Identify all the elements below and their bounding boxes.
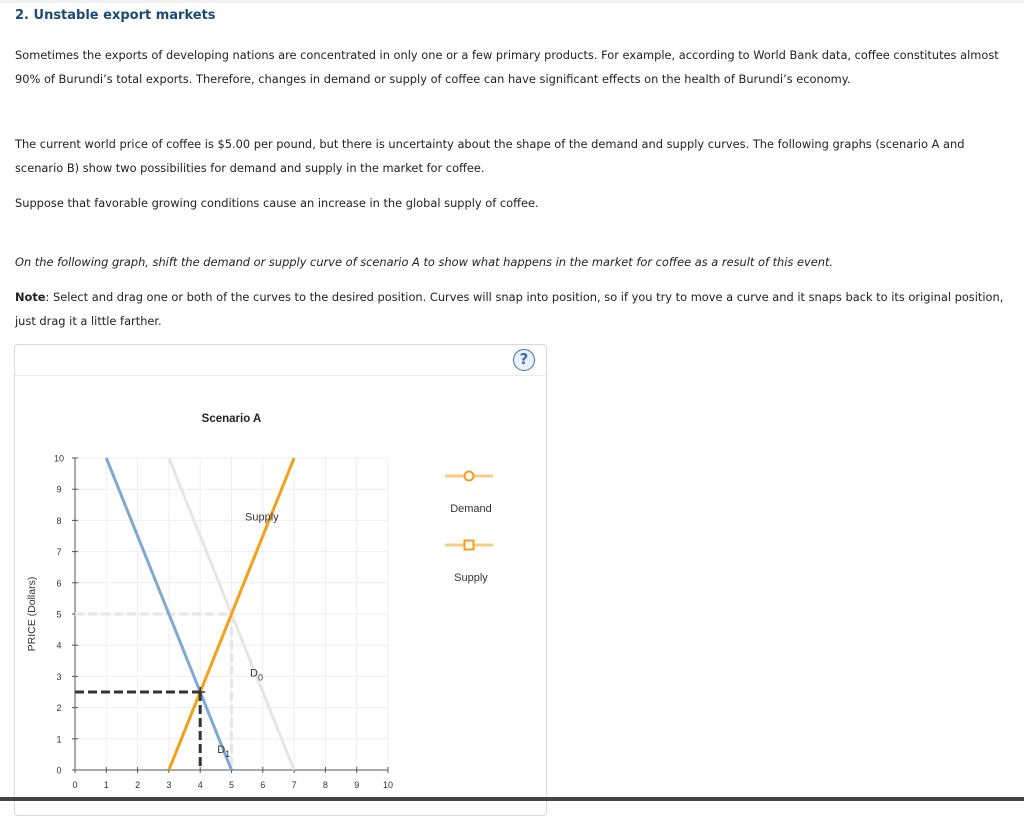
y-tick-label: 6 xyxy=(56,578,62,589)
note-paragraph xyxy=(15,285,1005,333)
intro-paragraph: Sometimes the exports of developing nations are concentrated in only one or a few primary products. For example, according to World Bank data, coffee constitutes almost 90% of Burundi’s total exports. Therefore, changes in demand or supply of coffee can have significant effects on the health of Burundi’s economy. xyxy=(15,48,999,86)
x-tick-label: 8 xyxy=(322,780,328,790)
curve-label: $D_0$ xyxy=(250,667,264,683)
x-tick-label: 1 xyxy=(103,780,109,790)
legend-label-supply: Supply xyxy=(454,572,488,584)
legend-marker-square-icon[interactable] xyxy=(465,541,474,550)
x-tick-label: 4 xyxy=(197,780,203,790)
y-tick-label: 1 xyxy=(56,734,62,745)
event-paragraph: Suppose that favorable growing conditions cause an increase in the global supply of coffee. xyxy=(15,196,539,210)
x-tick-label: 5 xyxy=(228,780,235,790)
y-tick-label: 5 xyxy=(56,609,62,620)
x-tick-label: 7 xyxy=(291,780,297,790)
instruction-paragraph: On the following graph, shift the demand or supply curve of scenario A to show what happens in the market for coffee as a result of this event. xyxy=(15,255,834,269)
note-text: : Select and drag one or both of the curves to the desired position. Curves will snap into position, so if you try to move a curve and it snaps back to its original position, just drag it a little farther. xyxy=(15,290,1004,328)
x-tick-label: 9 xyxy=(354,780,360,790)
y-tick-label: 8 xyxy=(56,515,62,526)
note-label: Note xyxy=(15,290,46,304)
curve-label: $D_1$ xyxy=(217,743,231,759)
y-tick-label: 0 xyxy=(56,765,62,776)
bottom-bar xyxy=(0,797,1024,801)
scenario-a-chart xyxy=(15,345,546,815)
x-tick-label: 0 xyxy=(72,780,78,790)
x-tick-label: 3 xyxy=(166,780,172,790)
legend-marker-circle-icon[interactable] xyxy=(465,472,474,481)
y-axis-label: PRICE (Dollars) xyxy=(26,576,38,652)
y-tick-label: 10 xyxy=(53,453,65,464)
graph-panel xyxy=(14,344,547,816)
x-tick-label: 10 xyxy=(382,780,394,790)
y-tick-label: 3 xyxy=(56,671,62,682)
x-tick-label: 2 xyxy=(135,780,141,790)
legend-label-demand: Demand xyxy=(450,503,492,515)
question-title: 2. Unstable export markets xyxy=(15,8,216,23)
top-rule xyxy=(0,0,1024,3)
y-tick-label: 7 xyxy=(56,547,62,558)
y-tick-label: 2 xyxy=(56,703,62,714)
y-tick-label: 9 xyxy=(56,484,62,495)
price-paragraph: The current world price of coffee is $5.00 per pound, but there is uncertainty about the shape of the demand and supply curves. The following graphs (scenario A and scenario B) show two possibilities for demand and supply in the market for coffee. xyxy=(15,137,965,175)
chart-title: Scenario A xyxy=(201,413,262,425)
x-tick-label: 6 xyxy=(260,780,266,790)
y-tick-label: 4 xyxy=(56,640,62,651)
help-icon[interactable]: ? xyxy=(513,349,535,371)
curve-label: Supply xyxy=(245,511,279,524)
